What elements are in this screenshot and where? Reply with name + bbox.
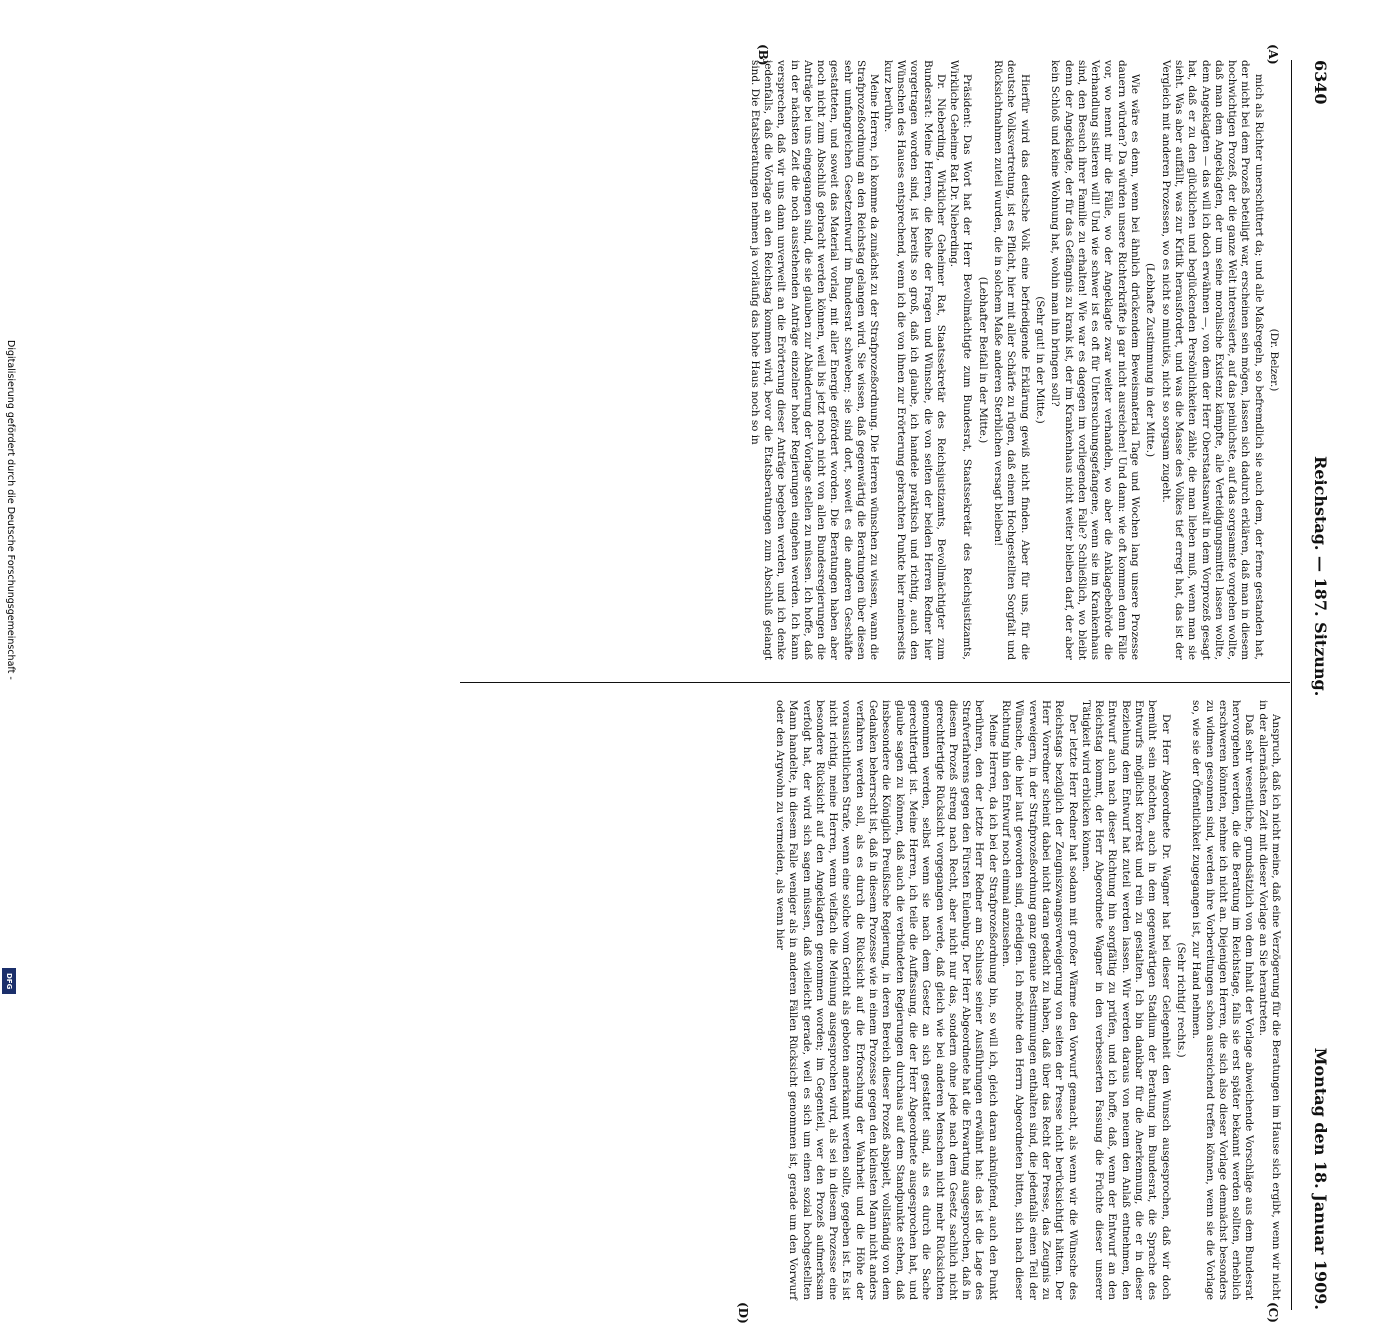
margin-marker-b: (B) bbox=[756, 44, 770, 66]
paragraph: Daß sehr wesentliche, grundsätzlich von dem Inhalt der Vorlage abweichende Vorschläge aus dem Bundesrat hervorgehen werden, die die Beratung im Reichstage, falls sie erst später bekannt werden sollten, erheblich erschweren könnten, nehme ich nicht an. Diejenigen Herren, die sich also dieser Vorlage demnächst besonders zu widmen gesonnen sind, werden ihre Vorbereitungen schon ausreichend treffen können, wenn sie die Vorlage so, wie sie der Öffentlichkeit zugegangen ist, zur Hand nehmen. bbox=[1190, 700, 1256, 1300]
paragraph: mich als Richter unerschüttert da; und alle Maßregeln, so befremdlich sie auch dem, der ferne gestanden hat, der nicht bei dem Prozeß beteiligt war, erscheinen sein mögen, lassen sich dadurch erklären, daß man in diesem hochwichtigen Prozeß, der die ganze Welt interessierte, auf das peinlichste, auf das sorgsamste vorgehen wollte, daß man dem Angeklagten, der um seine moralische Existenz kämpfte, alle Verteidigungsmittel lassen wollte, dem Angeklagten — das will ich doch erwähnen —, von dem der Herr Oberstaatsanwalt in dem Vorprozeß gesagt hat, daß er zu den glücklichen und beglückenden Persönlichkeiten zähle, die man lieben muß, wenn man sie sieht. Was aber auffällt, was zur Kritik herausfordert, und was die Masse des Volkes tief erregt hat, das ist der Vergleich mit anderen Prozessen, wo es nicht so minutiös, nicht so sorgsam zugeht. bbox=[1159, 60, 1265, 660]
interjection: (Lebhafter Beifall in der Mitte.) bbox=[976, 276, 989, 444]
dfg-logo: DFG bbox=[2, 968, 16, 994]
interjection: (Lebhafte Zustimmung in der Mitte.) bbox=[1144, 262, 1157, 458]
margin-marker-d: (D) bbox=[736, 1302, 750, 1324]
interjection: (Sehr gut! in der Mitte.) bbox=[1033, 296, 1046, 424]
paragraph: Hierfür wird das deutsche Volk eine befriedigende Erklärung gewiß nicht finden. Aber für uns, für die deutsche Volksvertretung, ist es Pflicht, hier mit aller Schärfe zu rügen, daß einem Hochgestellten Sorgfalt und Rücksichtnahmen zuteil wurden, die in solchem Maße anderen Sterblichen versagt bleiben! bbox=[992, 60, 1031, 660]
newspaper-page bbox=[80, 44, 1330, 1324]
paragraph: Meine Herren, ich komme da zunächst zu der Strafprozeßordnung. Die Herren wünschen zu wissen, wann die Strafprozeßordnung an den Reichstag gelangen wird. Sie wissen, daß gegenwärtig die Beratungen über diesen sehr umfangreichen Gesetzentwurf im Bundesrat schweben; sie sind dort, soweit es die anderen Geschäfte gestatteten, und soweit das Material vorlag, mit aller Energie gefördert worden. Die Beratungen haben aber noch nicht zum Abschluß gebracht werden können, weil bis jetzt noch nicht von allen Bundesregierungen die Anträge bei uns eingegangen sind, die sie glauben zur Abänderung der Vorlage stellen zu müssen. Ich hoffe, daß in der nächsten Zeit die noch ausstehenden Anträge einzelner hoher Regierungen eingehen werden. Ich kann versprechen, daß wir uns dann unverweilt an die Erörterung dieser Anträge begeben werden, und ich denke jedenfalls, daß die Vorlage an den Reichstag kommen wird, bevor die Etatsberatungen zum Abschluß gelangt sind. Die Etatsberatungen nehmen ja vorläufig das hohe Haus noch so in bbox=[748, 60, 881, 660]
margin-marker-c: (C) bbox=[1266, 1302, 1280, 1323]
right-column bbox=[773, 700, 1282, 1300]
paragraph: Wie wäre es denn, wenn bei ähnlich drückendem Beweismaterial Tage und Wochen lang unsere Prozesse dauern würden? Da würden unsere Richterkräfte ja gar nicht ausreichen! Und dann: wie oft kommen denn Fälle vor, wo nennt mir die Fälle, wo der Angeklagte zwar weiter verhandeln, wo aber die Anklagebehörde die Verhandlung sistieren will! Und wie schwer ist es oft für Untersuchungsgefangene, wenn sie im Krankenhaus sind, den Besuch ihrer Familie zu erhalten! Wie war es dagegen im vorliegenden Falle? Schließlich, wo bleibt denn der Angeklagte, der für das Gefängnis zu krank ist, der im Krankenhaus nicht weiter bleiben darf, der aber kein Schloß und keine Wohnung hat, wohin man ihn bringen soll? bbox=[1049, 60, 1142, 660]
digitization-credit bbox=[2, 340, 18, 980]
paragraph: Meine Herren, da ich bei der Strafprozeßordnung bin, so will ich, gleich daran anknüpfend, auch den Punkt berühren, den der letzte Herr Redner am Schlusse seiner Ausführungen erwähnt hat: das ist die Lage des Strafverfahrens gegen den Fürsten Eulenburg. Der Herr Abgeordnete hat die Erwartung ausgesprochen, daß in diesem Prozeß streng nach Recht, aber nicht nur das, sondern ohne jede nach dem Gesetz sachlich nicht gerechtfertigte Rücksicht vorgegangen werde, daß gleich wie bei anderen Menschen nicht mehr Rücksichten genommen werden, selbst wenn sie nach dem Gesetz an sich gestattet sind, als es durch die Sache gerechtfertigt ist. Meine Herren, ich teile die Auffassung, die der Herr Abgeordnete ausgesprochen hat, und glaube sagen zu können, daß auch die verbündeten Regierungen durchaus auf dem Standpunkte stehen, daß insbesondere die Königlich Preußische Regierung, in deren Bereich dieser Prozeß abspielt, vollständig von dem Gedanken beherrscht ist, daß in diesem Prozesse wie in einem Prozesse gegen den kleinsten Mann nicht anders verfahren werden soll, als es durch die Rücksicht auf die Erforschung der Wahrheit und die Höhe der voraussichtlichen Strafe, wenn eine solche vom Gericht als geboten anerkannt werden sollte, gegeben ist. Es ist nicht richtig, meine Herren, wenn vielfach die Meinung ausgesprochen wird, als sei in diesem Prozesse eine besondere Rücksicht auf den Angeklagten genommen worden; im Gegenteil, wer den Prozeß aufmerksam verfolgt hat, der wird sich sagen müssen, daß vielleicht gerade, weil es sich um einen sozial hochgestellten Mann handelte, in diesem Falle weniger als in anderen Fällen Rücksicht genommen ist, gerade um den Vorwurf oder den Argwohn zu vermeiden, als wenn hier bbox=[774, 700, 999, 1300]
interjection: (Sehr richtig! rechts.) bbox=[1174, 942, 1187, 1058]
speaker-reference: (Dr. Belzer.) bbox=[1268, 328, 1280, 392]
margin-marker-a: (A) bbox=[1266, 44, 1280, 65]
paragraph: Der letzte Herr Redner hat sodann mit großer Wärme den Vorwurf gemacht, als wenn wir die Wünsche des Reichstags bezüglich der Zeugniszwangsverweigerung von seiten der Presse nicht berücksichtigt hätten. Der Herr Vorredner scheint dabei nicht daran gedacht zu haben, daß über das Recht der Presse, das Zeugnis zu verweigern, in der Strafprozeßordnung ganz genaue Bestimmungen enthalten sind, die jedenfalls einen Teil der Wünsche, die hier laut geworden sind, erledigen. Ich möchte den Herrn Abgeordneten bitten, sich nach dieser Richtung hin den Entwurf noch einmal anzusehen. bbox=[1000, 700, 1079, 1300]
left-column bbox=[747, 60, 1282, 660]
page-title: Reichstag. — 187. Sitzung. bbox=[1311, 456, 1330, 697]
paragraph: Dr. Nieberding, Wirklicher Geheimer Rat, Staatssekretär des Reichsjustizamts, Bevollmächtigter zum Bundesrat: Meine Herren, die Reihe der Fragen und Wünsche, die von seiten der beiden Herren Redner hier vorgetragen worden sind, ist bereits so groß, daß ich glaube, ich handele praktisch und richtig, auch den Wünschen des Hauses entsprechend, wenn ich die von ihnen zur Erörterung gebrachten Punkte hier meinerseits kurz berühre. bbox=[881, 60, 947, 660]
column-divider bbox=[460, 682, 1290, 683]
header-rule bbox=[1291, 60, 1292, 1310]
paragraph: Anspruch, daß ich nicht meine, daß eine Verzögerung für die Beratungen im Hause sich ergibt, wenn wir nicht in der allernächsten Zeit mit dieser Vorlage an Sie herantreten. bbox=[1256, 700, 1282, 1300]
page-header bbox=[1290, 60, 1330, 1310]
page-number: 6340 bbox=[1311, 60, 1330, 105]
paragraph: Präsident: Das Wort hat der Herr Bevollmächtigte zum Bundesrat, Staatssekretär des Reichsjustizamts, Wirkliche Geheime Rat Dr. Nieberding. bbox=[948, 60, 974, 660]
paragraph: Der Herr Abgeordnete Dr. Wagner hat bei dieser Gelegenheit den Wunsch ausgesprochen, daß wir doch bemüht sein möchten, auch in dem gegenwärtigen Stadium der Beratung im Bundesrat, die Sprache des Entwurfs möglichst korrekt und rein zu gestalten. Ich bin dankbar für die Anerkennung, die er in dieser Beziehung dem Entwurf hat zuteil werden lassen. Wir werden daraus von neuem den Anlaß entnehmen, den Entwurf auch nach dieser Richtung hin sorgfältig zu prüfen, und ich hoffe, daß, wenn der Entwurf an den Reichstag kommt, der Herr Abgeordnete Wagner in den verbesserten Fassung die Früchte dieser unserer Tätigkeit wird erblicken können. bbox=[1079, 700, 1172, 1300]
page-date: Montag den 18. Januar 1909. bbox=[1311, 1047, 1330, 1310]
credit-text: Digitalisierung gefördert durch die Deutsche Forschungsgemeinschaft - bbox=[5, 340, 16, 680]
